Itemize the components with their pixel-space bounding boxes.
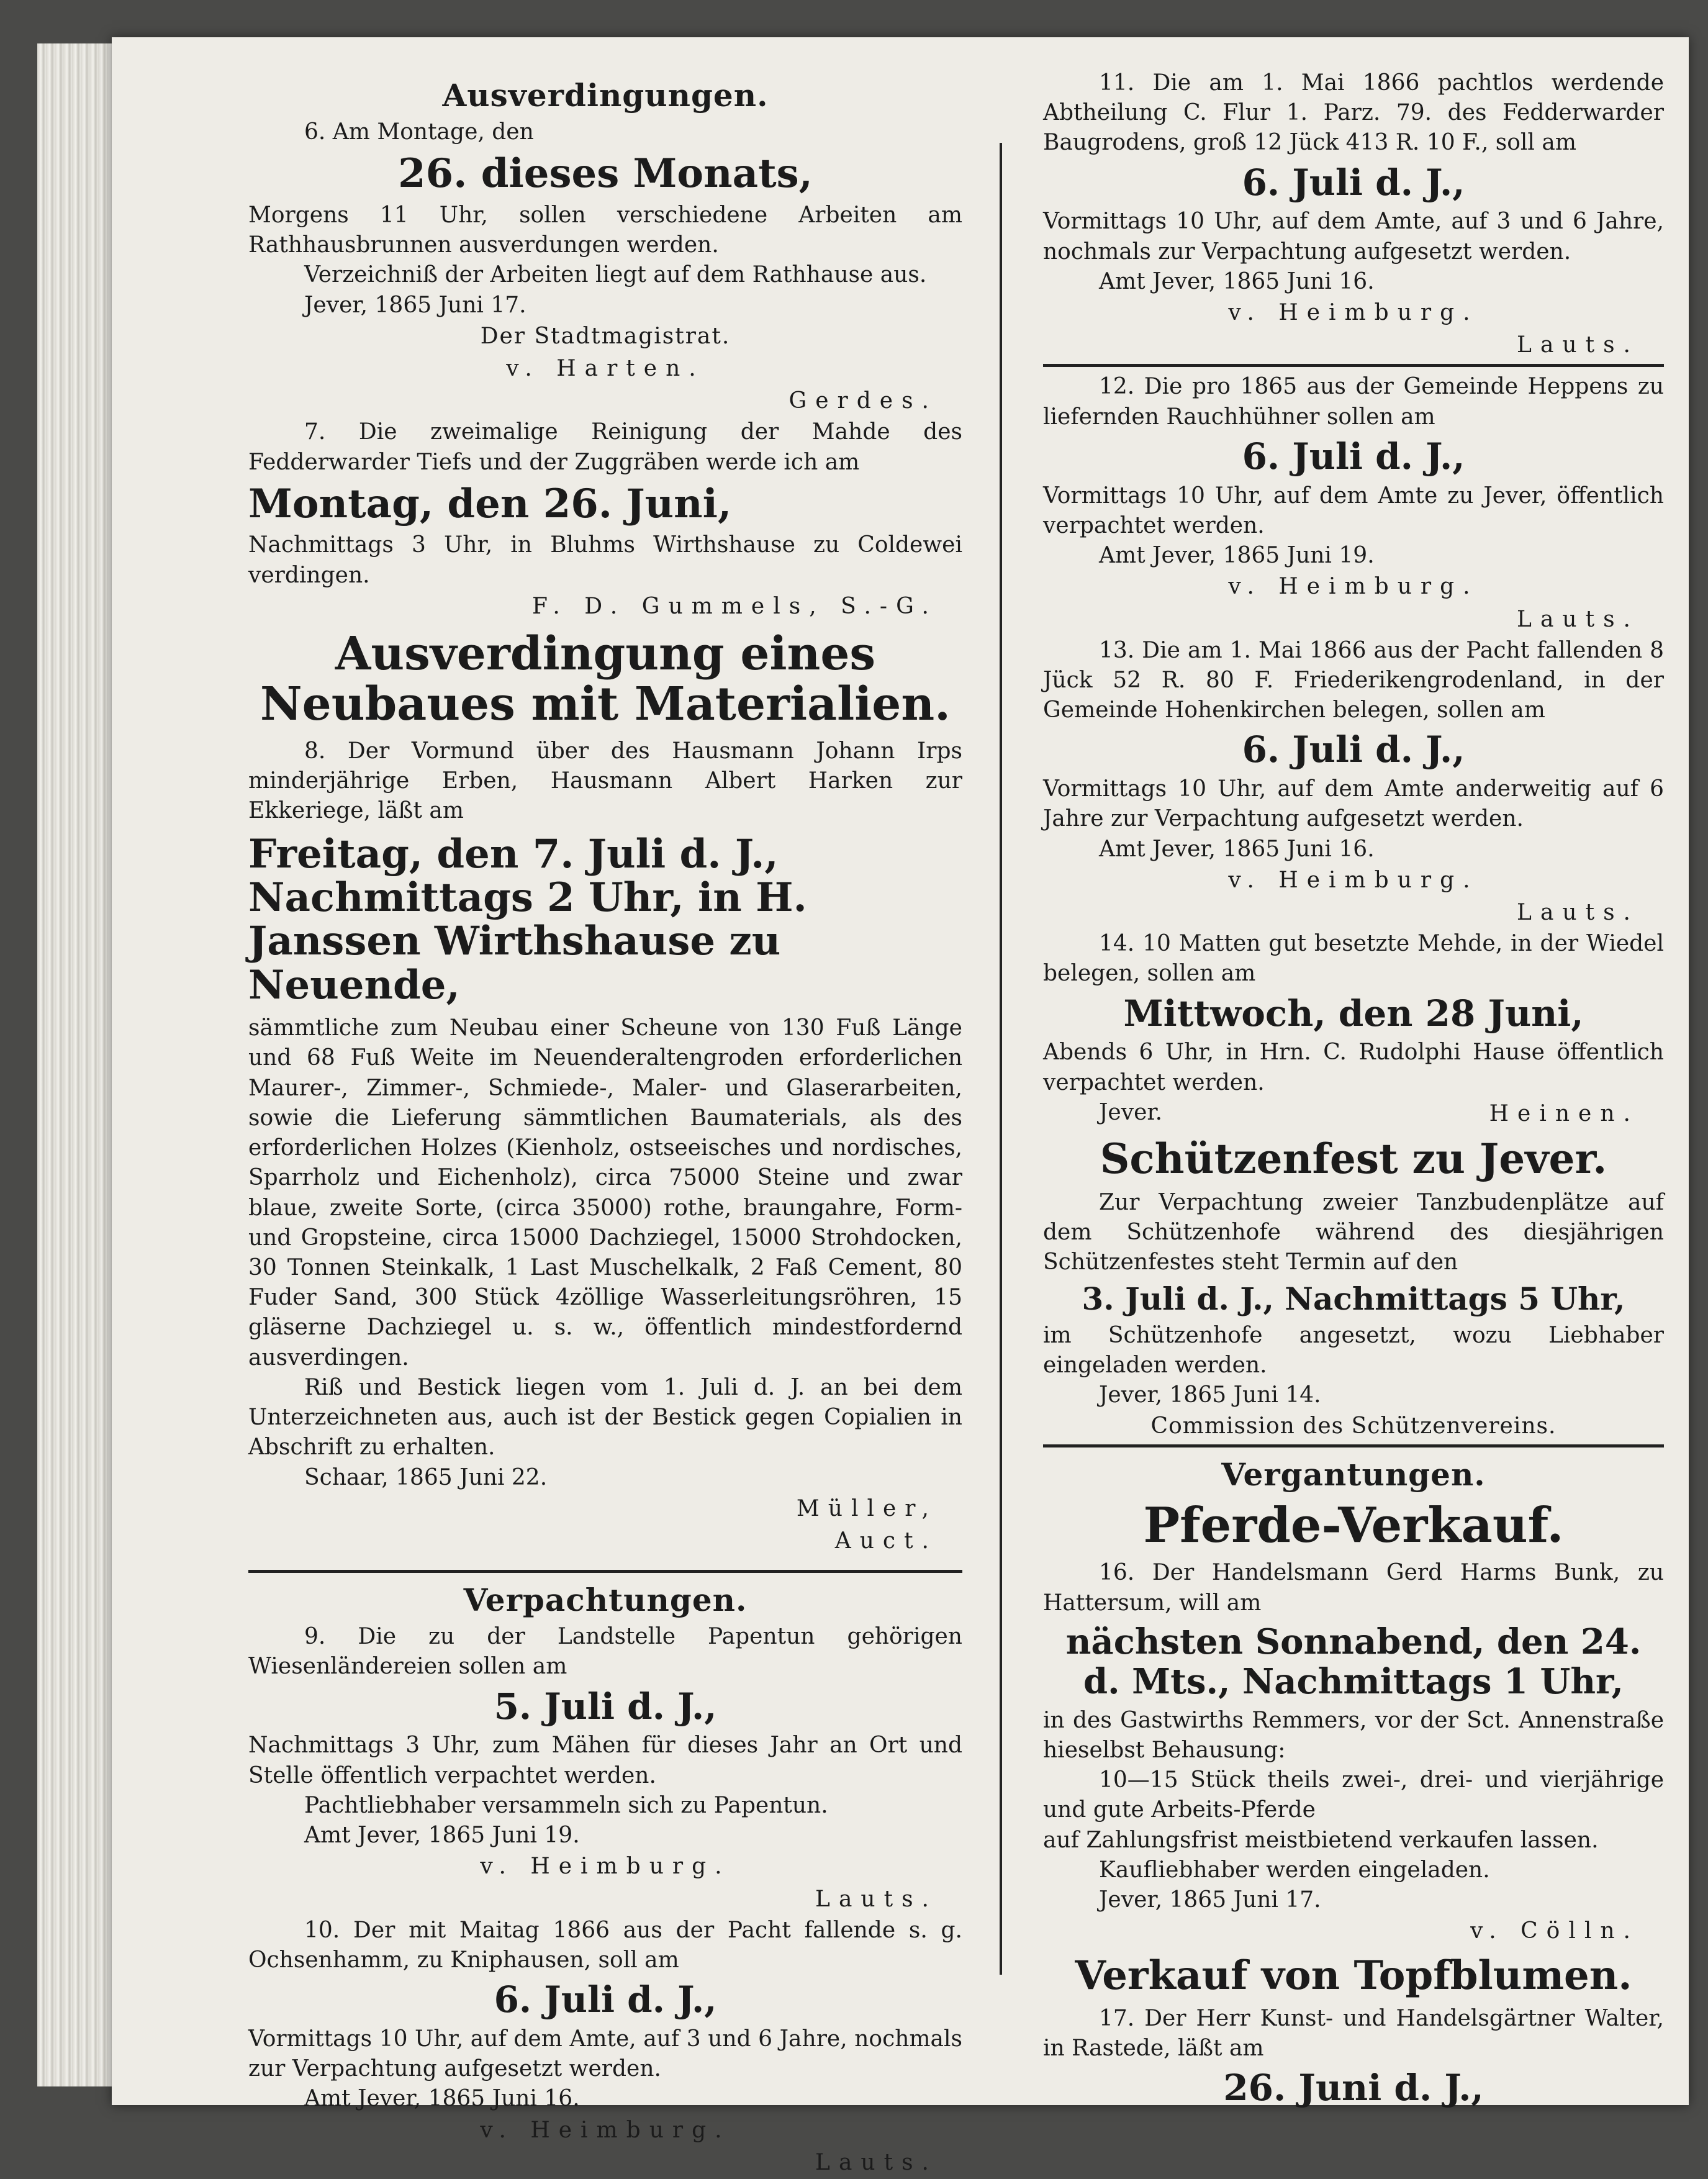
notice-13-body: Vormittags 10 Uhr, auf dem Amte anderweitig auf 6 Jahre zur Verpachtung aufgesetzt werden. [1043,776,1664,832]
notice-6-body: Morgens 11 Uhr, sollen verschiedene Arbeiten am Rathhausbrunnen ausverdungen werden. [248,202,962,258]
notice-schuetzen-date: 3. Juli d. J., Nachmittags 5 Uhr, [1082,1280,1625,1318]
notice-8-sig2: Auct. [834,1528,938,1554]
left-column [248,68,962,2179]
notice-10-sig1: v. Heimburg. [480,2117,731,2143]
notice-12-intro: 12. Die pro 1865 aus der Gemeinde Heppens zu liefernden Rauchhühner sollen am [1043,374,1664,430]
notice-12-body: Vormittags 10 Uhr, auf dem Amte zu Jever, öffentlich verpachtet werden. [1043,482,1664,538]
notice-schuetzen-place: Jever, 1865 Juni 14. [1099,1382,1321,1408]
notice-9-place: Amt Jever, 1865 Juni 19. [304,1823,580,1849]
notice-10-intro: 10. Der mit Maitag 1866 aus der Pacht fallende s. g. Ochsenhamm, zu Kniphausen, soll am [248,1917,962,1973]
heading-verpachtungen: Verpachtungen. [463,1582,748,1619]
notice-11-place: Amt Jever, 1865 Juni 16. [1099,268,1375,294]
heading-ausverdingungen: Ausverdingungen. [442,77,769,114]
notice-16-place: Jever, 1865 Juni 17. [1099,1887,1321,1913]
notice-16-note: Kaufliebhaber werden eingeladen. [1099,1857,1490,1883]
notice-14-date: Mittwoch, den 28 Juni, [1123,992,1584,1035]
heading-vergantungen: Vergantungen. [1221,1456,1486,1493]
notice-12-sig2: Lauts. [1517,606,1639,632]
notice-7-body: Nachmittags 3 Uhr, in Bluhms Wirthshause zu Coldewei verdingen. [248,532,962,588]
notice-14-body: Abends 6 Uhr, in Hrn. C. Rudolphi Hause öffentlich verpachtet werden. [1043,1040,1664,1095]
notice-8-place: Schaar, 1865 Juni 22. [304,1464,548,1490]
notice-7-intro: 7. Die zweimalige Reinigung der Mahde des Fedderwarder Tiefs und der Zuggräben werde ich am [248,419,962,475]
right-column [1043,68,1664,2113]
notice-6-place: Jever, 1865 Juni 17. [304,292,526,318]
notice-9-intro: 9. Die zu der Landstelle Papentun gehörigen Wiesenländereien sollen am [248,1624,962,1680]
notice-12-date: 6. Juli d. J., [1242,435,1465,478]
notice-13-sig1: v. Heimburg. [1228,867,1479,893]
notice-7-date: Montag, den 26. Juni, [248,480,732,527]
notice-9-note: Pachtliebhaber versammeln sich zu Papentun. [304,1792,828,1818]
notice-12-place: Amt Jever, 1865 Juni 19. [1099,543,1375,569]
notice-13-place: Amt Jever, 1865 Juni 16. [1099,836,1375,862]
notice-16-sig1: v. Cölln. [1470,1918,1639,1944]
notice-16-body2: 10—15 Stück theils zwei-, drei- und vierjährige und gute Arbeits-Pferde [1043,1767,1664,1823]
notice-16-date: nächsten Sonnabend, den 24. d. Mts., Nachmittags 1 Uhr, [1065,1621,1642,1703]
notice-8-intro: 8. Der Vormund über des Hausmann Johann Irps minderjährige Erben, Hausmann Albert Harken zur Ekkeriege, läßt am [248,738,962,824]
notice-10-body: Vormittags 10 Uhr, auf dem Amte, auf 3 und 6 Jahre, nochmals zur Verpachtung aufgesetzt werden. [248,2026,962,2082]
notice-11-sig2: Lauts. [1517,332,1639,358]
notice-14-place: Jever. [1099,1099,1163,1125]
notice-9-date: 5. Juli d. J., [494,1685,717,1728]
rule-right-2 [1043,1444,1664,1447]
notice-16-body: in des Gastwirths Remmers, vor der Sct. Annenstraße hieselbst Behausung: [1043,1707,1664,1763]
notice-11-date: 6. Juli d. J., [1242,161,1465,204]
notice-8-body: sämmtliche zum Neubau einer Scheune von 130 Fuß Länge und 68 Fuß Weite im Neuenderaltengroden erforderlichen Maurer-, Zimmer-, Schmiede-, Maler- und Glaserarbeiten, sowie die Lieferung sämmtlichen Baumaterials, als des erforderlichen Holzes (Kienholz, ostseeisches und nordisches, Sparrholz und Eichenholz), circa 75000 Steine und zwar blaue, zweite Sorte, (circa 35000) rothe, braungahre, Form- und Gropsteine, circa 15000 Dachziegel, 15000 Strohdocken, 30 Tonnen Steinkalk, 1 Last Muschelkalk, 2 Faß Cement, 80 Fuder Sand, 300 Stück 4zöllige Wasserleitungsröhren, 15 gläserne Dachziegel u. s. w., öffentlich mindestfordernd ausverdingen. [248,1015,962,1370]
notice-8-note: Riß und Bestick liegen vom 1. Juli d. J. an bei dem Unterzeichneten aus, auch ist der Bestick gegen Copialien in Abschrift zu erhalten. [248,1374,962,1461]
notice-6-sig3: Gerdes. [788,388,938,414]
notice-9-sig2: Lauts. [815,1886,938,1912]
notice-17-intro: 17. Der Herr Kunst- und Handelsgärtner Walter, in Rastede, läßt am [1043,2005,1664,2062]
notice-10-place: Amt Jever, 1865 Juni 16. [304,2086,580,2112]
notice-13-sig2: Lauts. [1517,899,1639,925]
notice-10-sig2: Lauts. [815,2149,938,2175]
notice-10-date: 6. Juli d. J., [494,1978,717,2021]
notice-8-date: Freitag, den 7. Juli d. J., Nachmittags 2 Uhr, in H. Janssen Wirthshause zu Neuende, [248,830,807,1008]
notice-8-sig1: Müller, [796,1495,938,1521]
notice-6-intro: 6. Am Montage, den [304,119,534,145]
notice-13-date: 6. Juli d. J., [1242,728,1465,771]
notice-9-body: Nachmittags 3 Uhr, zum Mähen für dieses Jahr an Ort und Stelle öffentlich verpachtet werden. [248,1733,962,1788]
notice-6-sig1: Der Stadtmagistrat. [480,323,731,349]
notice-11-body: Vormittags 10 Uhr, auf dem Amte, auf 3 und 6 Jahre, nochmals zur Verpachtung aufgesetzt werden. [1043,209,1664,265]
column-divider [1000,143,1002,1975]
notice-schuetzen-intro: Zur Verpachtung zweier Tanzbudenplätze auf dem Schützenhofe während des diesjährigen Schützenfestes steht Termin auf den [1043,1189,1664,1275]
heading-pferde-verkauf: Pferde-Verkauf. [1143,1497,1564,1554]
notice-schuetzen-sig1: Commission des Schützenvereins. [1150,1413,1557,1439]
notice-16-intro: 16. Der Handelsmann Gerd Harms Bunk, zu Hattersum, will am [1043,1560,1664,1616]
rule-right-1 [1043,364,1664,367]
notice-7-sig: F. D. Gummels, S.-G. [531,593,938,619]
heading-schuetzenfest: Schützenfest zu Jever. [1100,1134,1607,1183]
notice-14-sig1: Heinen. [1489,1100,1639,1126]
notice-16-body3: auf Zahlungsfrist meistbietend verkaufen lassen. [1043,1827,1599,1853]
rule-left-1 [248,1570,962,1573]
notice-9-sig1: v. Heimburg. [480,1854,731,1880]
notice-13-intro: 13. Die am 1. Mai 1866 aus der Pacht fallenden 8 Jück 52 R. 80 F. Friederikengrodenland, in der Gemeinde Hohenkirchen belegen, sollen am [1043,637,1664,723]
notice-6-note: Verzeichniß der Arbeiten liegt auf dem Rathhause aus. [304,262,927,288]
notice-11-intro: 11. Die am 1. Mai 1866 pachtlos werdende Abtheilung C. Flur 1. Parz. 79. des Fedderwarder Baugrodens, groß 12 Jück 413 R. 10 F., soll am [1043,70,1664,156]
notice-6-date: 26. dieses Monats, [398,150,813,197]
notice-17-date: 26. Juni d. J., [1223,2067,1484,2109]
notice-6-sig2: v. Harten. [506,355,705,381]
notice-11-sig1: v. Heimburg. [1228,300,1479,326]
notice-schuetzen-body: im Schützenhofe angesetzt, wozu Liebhaber eingeladen werden. [1043,1322,1664,1379]
notice-14-intro: 14. 10 Matten gut besetzte Mehde, in der Wiedel belegen, sollen am [1043,931,1664,987]
notice-12-sig1: v. Heimburg. [1228,574,1479,600]
heading-neubau: Ausverdingung eines Neubaues mit Materialien. [260,627,951,732]
heading-topfblumen: Verkauf von Topfblumen. [1075,1952,1632,1999]
